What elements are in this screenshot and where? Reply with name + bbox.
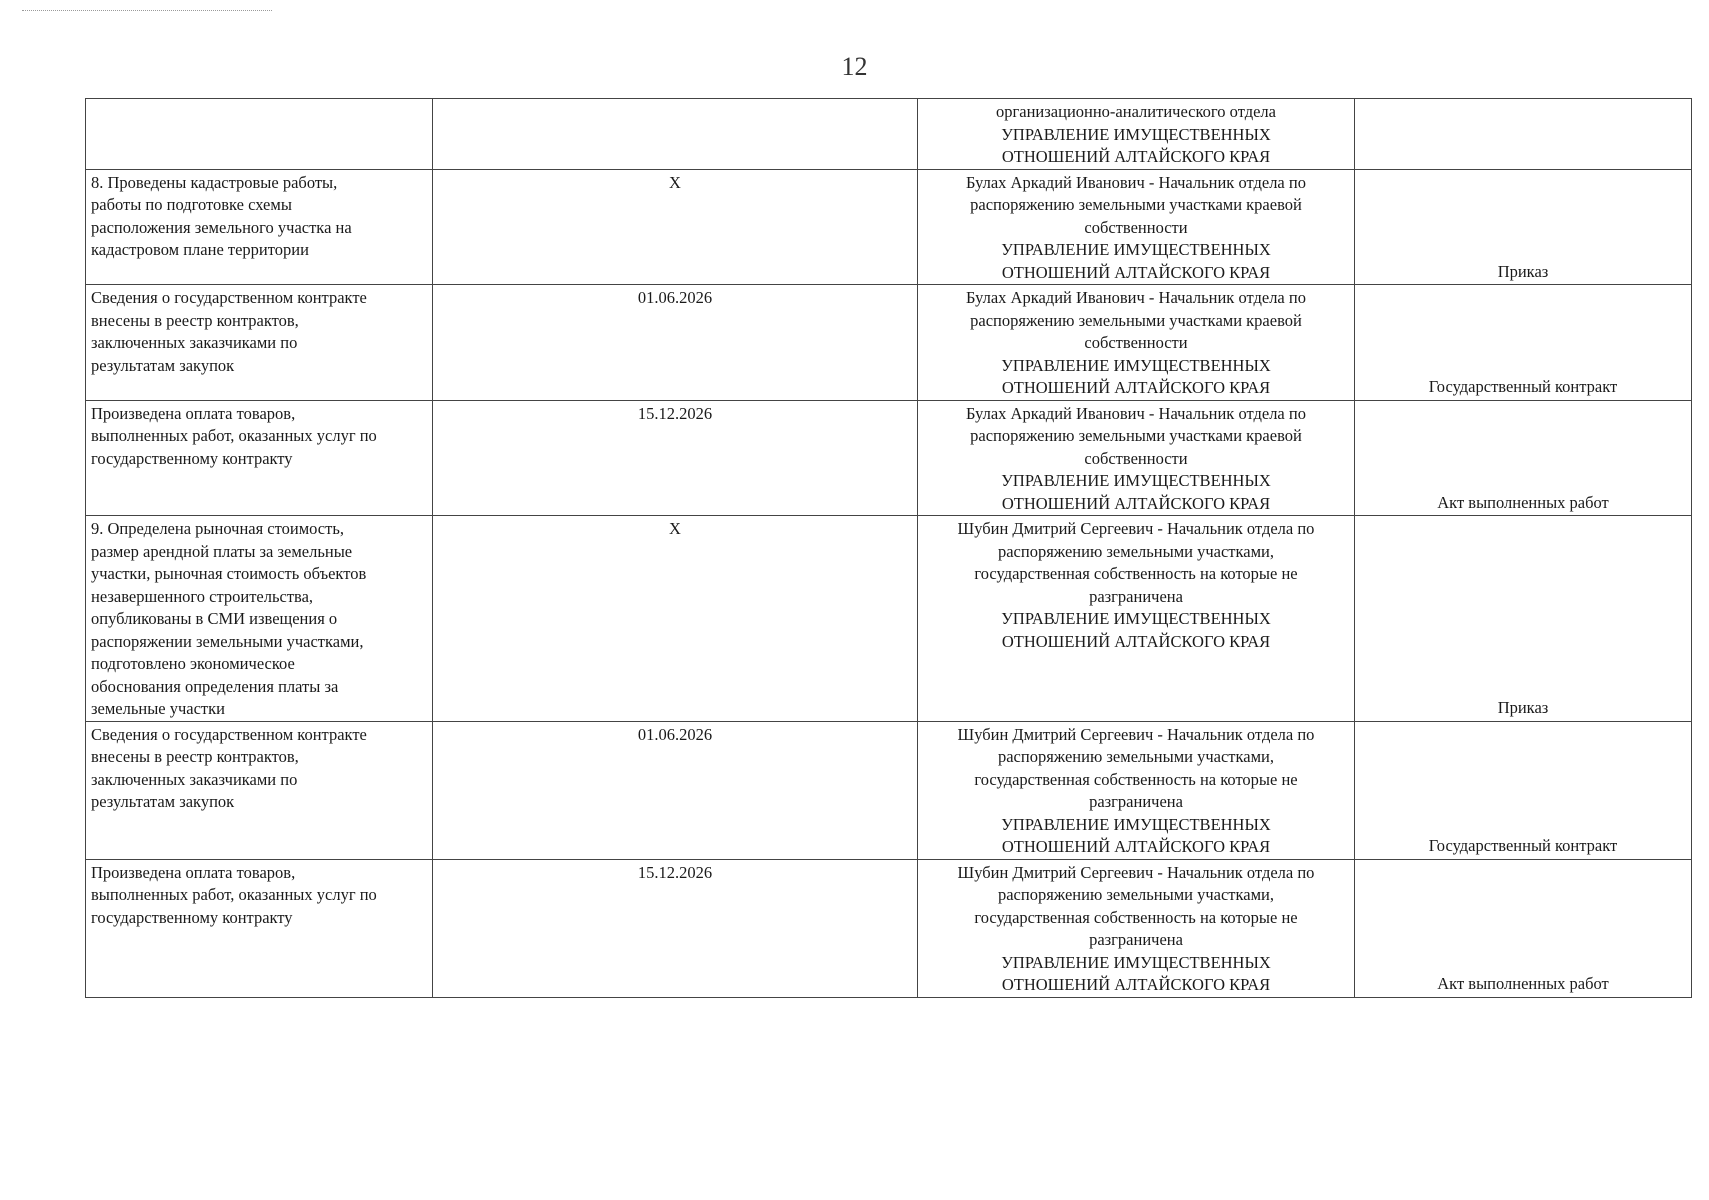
document-type: Акт выполненных работ [1437, 492, 1609, 512]
document-type: Приказ [1497, 698, 1549, 717]
cell-text-line: Шубин Дмитрий Сергеевич - Начальник отдела по [957, 862, 1315, 882]
document-cell [1355, 169, 1692, 285]
cell-text-line: распоряжении земельными участками, [91, 631, 364, 651]
cell-text-line: распоряжению земельными участками краевой [970, 310, 1302, 330]
date-cell [433, 169, 918, 285]
cell-text-line: внесены в реестр контрактов, [91, 747, 299, 766]
responsible-cell [918, 400, 1355, 516]
event-cell [86, 516, 433, 722]
scan-artifact-line [22, 10, 272, 12]
cell-text-line: результатам закупок [91, 792, 235, 811]
table-row [86, 285, 1692, 401]
cell-text-line: УПРАВЛЕНИЕ ИМУЩЕСТВЕННЫХ [1001, 471, 1271, 490]
cell-text-line: разграничена [1089, 930, 1183, 949]
deadline-date: 01.06.2026 [637, 724, 713, 744]
plan-table-body [86, 99, 1692, 998]
cell-text-line: выполненных работ, оказанных услуг по [91, 426, 377, 445]
responsible-cell [918, 859, 1355, 997]
deadline-date: Х [669, 519, 681, 538]
cell-text-line: ОТНОШЕНИЙ АЛТАЙСКОГО КРАЯ [1001, 837, 1271, 856]
cell-text-line: разграничена [1089, 792, 1183, 811]
document-type: Акт выполненных работ [1437, 974, 1609, 993]
cell-text-line: УПРАВЛЕНИЕ ИМУЩЕСТВЕННЫХ [1001, 240, 1271, 259]
cell-text-line: опубликованы в СМИ извещения о [91, 609, 338, 628]
event-cell [86, 400, 433, 516]
cell-text-line: заключенных заказчиками по [91, 333, 298, 352]
cell-text-line: ОТНОШЕНИЙ АЛТАЙСКОГО КРАЯ [1001, 262, 1271, 282]
cell-text-line: УПРАВЛЕНИЕ ИМУЩЕСТВЕННЫХ [1001, 124, 1271, 144]
cell-text-line: собственности [1084, 217, 1188, 237]
table-row [86, 859, 1692, 997]
cell-text-line: распоряжению земельными участками, [997, 747, 1274, 766]
table-row [86, 400, 1692, 516]
cell-text-line: внесены в реестр контрактов, [91, 310, 299, 330]
cell-text-line: Сведения о государственном контракте [91, 288, 367, 307]
date-cell [433, 99, 918, 170]
cell-text-line: 8. Проведены кадастровые работы, [91, 172, 338, 192]
date-cell [433, 285, 918, 401]
cell-text-line: подготовлено экономическое [91, 654, 295, 673]
cell-text-line: результатам закупок [91, 355, 235, 375]
cell-text-line: распоряжению земельными участками краевой [970, 426, 1302, 445]
deadline-date: 15.12.2026 [637, 862, 713, 882]
date-cell [433, 516, 918, 722]
cell-text-line: ОТНОШЕНИЙ АЛТАЙСКОГО КРАЯ [1001, 378, 1271, 397]
cell-text-line: участки, рыночная стоимость объектов [91, 564, 367, 583]
cell-text-line: ОТНОШЕНИЙ АЛТАЙСКОГО КРАЯ [1001, 147, 1271, 166]
document-cell [1355, 400, 1692, 516]
page-number: 12 [841, 52, 868, 81]
cell-text-line: незавершенного строительства, [91, 586, 314, 606]
cell-text-line: УПРАВЛЕНИЕ ИМУЩЕСТВЕННЫХ [1001, 609, 1271, 628]
cell-text-line: Произведена оплата товаров, [91, 403, 296, 423]
document-cell [1355, 285, 1692, 401]
cell-text-line: государственному контракту [91, 907, 293, 927]
date-cell [433, 400, 918, 516]
cell-text-line: государственная собственность на которые не [974, 907, 1298, 927]
event-cell [86, 859, 433, 997]
table-row [86, 721, 1692, 859]
cell-text-line: государственному контракту [91, 448, 293, 468]
cell-text-line: государственная собственность на которые не [974, 564, 1298, 583]
document-type: Государственный контракт [1428, 377, 1618, 396]
cell-text-line: собственности [1084, 333, 1188, 352]
cell-text-line: Булах Аркадий Иванович - Начальник отдела по [966, 403, 1306, 423]
cell-text-line: Шубин Дмитрий Сергеевич - Начальник отдела по [957, 724, 1315, 744]
event-cell [86, 721, 433, 859]
responsible-cell [918, 516, 1355, 722]
cell-text-line: заключенных заказчиками по [91, 769, 298, 789]
cell-text-line: УПРАВЛЕНИЕ ИМУЩЕСТВЕННЫХ [1001, 952, 1271, 972]
cell-text-line: Булах Аркадий Иванович - Начальник отдела по [966, 288, 1306, 307]
cell-text-line: Произведена оплата товаров, [91, 862, 296, 882]
cell-text-line: ОТНОШЕНИЙ АЛТАЙСКОГО КРАЯ [1001, 631, 1271, 651]
responsible-cell [918, 169, 1355, 285]
cell-text-line: кадастровом плане территории [91, 240, 309, 259]
table-row [86, 99, 1692, 170]
cell-text-line: распоряжению земельными участками, [997, 885, 1274, 904]
cell-text-line: выполненных работ, оказанных услуг по [91, 885, 377, 904]
cell-text-line: земельные участки [91, 699, 225, 718]
cell-text-line: УПРАВЛЕНИЕ ИМУЩЕСТВЕННЫХ [1001, 814, 1271, 834]
cell-text-line: собственности [1084, 448, 1188, 468]
deadline-date: 15.12.2026 [637, 403, 713, 423]
cell-text-line: организационно-аналитического отдела [996, 102, 1276, 121]
cell-text-line: распоряжению земельными участками краевой [970, 195, 1302, 214]
cell-text-line: работы по подготовке схемы [91, 195, 292, 214]
cell-text-line: обоснования определения платы за [91, 676, 339, 696]
cell-text-line: ОТНОШЕНИЙ АЛТАЙСКОГО КРАЯ [1001, 975, 1271, 994]
table-row [86, 516, 1692, 722]
document-cell [1355, 99, 1692, 170]
cell-text-line: разграничена [1089, 586, 1183, 606]
cell-text-line: УПРАВЛЕНИЕ ИМУЩЕСТВЕННЫХ [1001, 355, 1271, 375]
document-type: Государственный контракт [1428, 836, 1618, 855]
cell-text-line: расположения земельного участка на [91, 217, 352, 237]
cell-text-line: ОТНОШЕНИЙ АЛТАЙСКОГО КРАЯ [1001, 493, 1271, 513]
deadline-date: 01.06.2026 [637, 288, 713, 307]
event-cell [86, 99, 433, 170]
table-row [86, 169, 1692, 285]
cell-text-line: Сведения о государственном контракте [91, 724, 367, 744]
event-cell [86, 169, 433, 285]
date-cell [433, 721, 918, 859]
date-cell [433, 859, 918, 997]
document-type: Приказ [1497, 261, 1549, 281]
cell-text-line: распоряжению земельными участками, [997, 541, 1274, 561]
document-cell [1355, 516, 1692, 722]
cell-text-line: Булах Аркадий Иванович - Начальник отдела по [966, 172, 1306, 192]
cell-text-line: размер арендной платы за земельные [91, 541, 353, 561]
cell-text-line: 9. Определена рыночная стоимость, [91, 519, 344, 538]
event-cell [86, 285, 433, 401]
responsible-cell [918, 285, 1355, 401]
document-cell [1355, 721, 1692, 859]
cell-text-line: Шубин Дмитрий Сергеевич - Начальник отдела по [957, 519, 1315, 538]
responsible-cell [918, 721, 1355, 859]
deadline-date: Х [669, 172, 681, 192]
cell-text-line: государственная собственность на которые не [974, 769, 1298, 789]
responsible-cell [918, 99, 1355, 170]
document-cell [1355, 859, 1692, 997]
plan-table [85, 98, 1692, 998]
